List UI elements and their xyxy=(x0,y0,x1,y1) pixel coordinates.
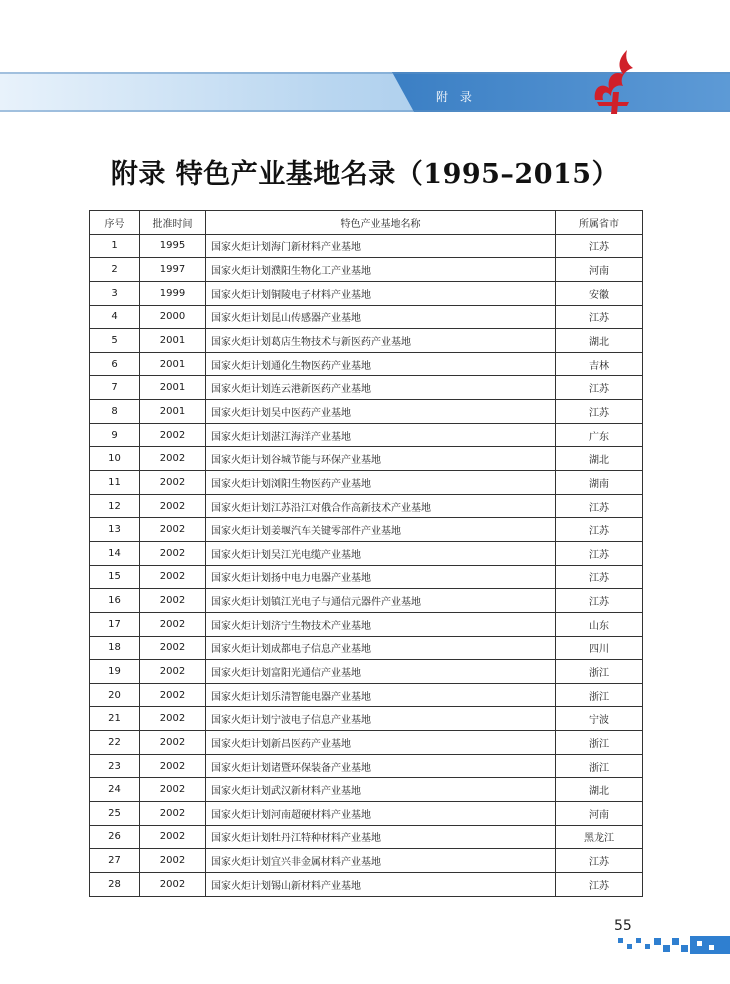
cell-province: 安徽 xyxy=(556,281,643,305)
column-header-approval-year: 批准时间 xyxy=(140,211,206,235)
cell-index: 20 xyxy=(90,683,140,707)
cell-index: 27 xyxy=(90,849,140,873)
cell-province: 江苏 xyxy=(556,305,643,329)
table-row xyxy=(90,281,643,305)
cell-province: 江苏 xyxy=(556,589,643,613)
cell-province: 江苏 xyxy=(556,565,643,589)
cell-province: 江苏 xyxy=(556,494,643,518)
table-row xyxy=(90,802,643,826)
cell-approval-year: 1997 xyxy=(140,258,206,282)
cell-province: 宁波 xyxy=(556,707,643,731)
cell-base-name: 国家火炬计划牡丹江特种材料产业基地 xyxy=(206,825,556,849)
cell-index: 2 xyxy=(90,258,140,282)
cell-index: 18 xyxy=(90,636,140,660)
table-row xyxy=(90,754,643,778)
cell-index: 26 xyxy=(90,825,140,849)
cell-index: 24 xyxy=(90,778,140,802)
table-row xyxy=(90,636,643,660)
cell-approval-year: 2002 xyxy=(140,778,206,802)
cell-province: 黑龙江 xyxy=(556,825,643,849)
table-row xyxy=(90,612,643,636)
cell-index: 10 xyxy=(90,447,140,471)
cell-base-name: 国家火炬计划诸暨环保装备产业基地 xyxy=(206,754,556,778)
cell-province: 江苏 xyxy=(556,234,643,258)
column-header-base-name: 特色产业基地名称 xyxy=(206,211,556,235)
cell-province: 江苏 xyxy=(556,872,643,896)
cell-index: 5 xyxy=(90,329,140,353)
cell-approval-year: 2001 xyxy=(140,376,206,400)
pixel-squares-decoration-icon xyxy=(618,932,730,954)
cell-approval-year: 2002 xyxy=(140,872,206,896)
cell-province: 浙江 xyxy=(556,660,643,684)
cell-approval-year: 2002 xyxy=(140,494,206,518)
cell-approval-year: 2002 xyxy=(140,423,206,447)
cell-base-name: 国家火炬计划镇江光电子与通信元器件产业基地 xyxy=(206,589,556,613)
industry-base-table xyxy=(89,210,643,897)
cell-index: 23 xyxy=(90,754,140,778)
cell-approval-year: 2000 xyxy=(140,305,206,329)
cell-base-name: 国家火炬计划通化生物医药产业基地 xyxy=(206,352,556,376)
cell-approval-year: 2002 xyxy=(140,849,206,873)
cell-province: 湖北 xyxy=(556,778,643,802)
cell-index: 7 xyxy=(90,376,140,400)
cell-index: 9 xyxy=(90,423,140,447)
cell-index: 4 xyxy=(90,305,140,329)
cell-index: 19 xyxy=(90,660,140,684)
cell-index: 21 xyxy=(90,707,140,731)
cell-province: 江苏 xyxy=(556,541,643,565)
cell-province: 河南 xyxy=(556,802,643,826)
cell-base-name: 国家火炬计划濮阳生物化工产业基地 xyxy=(206,258,556,282)
cell-index: 11 xyxy=(90,471,140,495)
cell-index: 8 xyxy=(90,400,140,424)
cell-base-name: 国家火炬计划宜兴非金属材料产业基地 xyxy=(206,849,556,873)
cell-approval-year: 2002 xyxy=(140,731,206,755)
cell-approval-year: 2002 xyxy=(140,707,206,731)
cell-base-name: 国家火炬计划河南超硬材料产业基地 xyxy=(206,802,556,826)
table-row xyxy=(90,660,643,684)
table-row xyxy=(90,471,643,495)
cell-province: 湖南 xyxy=(556,471,643,495)
cell-base-name: 国家火炬计划湛江海洋产业基地 xyxy=(206,423,556,447)
cell-base-name: 国家火炬计划铜陵电子材料产业基地 xyxy=(206,281,556,305)
table-row xyxy=(90,423,643,447)
table-row xyxy=(90,849,643,873)
cell-approval-year: 2001 xyxy=(140,329,206,353)
cell-approval-year: 2002 xyxy=(140,612,206,636)
table-row xyxy=(90,565,643,589)
cell-base-name: 国家火炬计划浏阳生物医药产业基地 xyxy=(206,471,556,495)
cell-index: 28 xyxy=(90,872,140,896)
cell-index: 6 xyxy=(90,352,140,376)
cell-index: 12 xyxy=(90,494,140,518)
cell-base-name: 国家火炬计划新昌医药产业基地 xyxy=(206,731,556,755)
cell-base-name: 国家火炬计划扬中电力电器产业基地 xyxy=(206,565,556,589)
cell-province: 湖北 xyxy=(556,447,643,471)
table-row xyxy=(90,707,643,731)
cell-province: 江苏 xyxy=(556,376,643,400)
cell-approval-year: 2002 xyxy=(140,660,206,684)
column-header-province: 所属省市 xyxy=(556,211,643,235)
cell-base-name: 国家火炬计划乐清智能电器产业基地 xyxy=(206,683,556,707)
section-label: 附 录 xyxy=(436,90,476,104)
cell-approval-year: 2002 xyxy=(140,541,206,565)
cell-approval-year: 2002 xyxy=(140,802,206,826)
cell-approval-year: 2002 xyxy=(140,683,206,707)
cell-province: 浙江 xyxy=(556,683,643,707)
table-row xyxy=(90,305,643,329)
cell-province: 广东 xyxy=(556,423,643,447)
cell-base-name: 国家火炬计划江苏沿江对俄合作高新技术产业基地 xyxy=(206,494,556,518)
table-row xyxy=(90,872,643,896)
cell-province: 江苏 xyxy=(556,518,643,542)
column-header-index: 序号 xyxy=(90,211,140,235)
cell-base-name: 国家火炬计划姜堰汽车关键零部件产业基地 xyxy=(206,518,556,542)
table-row xyxy=(90,352,643,376)
cell-province: 浙江 xyxy=(556,754,643,778)
table-row xyxy=(90,258,643,282)
cell-base-name: 国家火炬计划成都电子信息产业基地 xyxy=(206,636,556,660)
cell-index: 17 xyxy=(90,612,140,636)
cell-base-name: 国家火炬计划宁波电子信息产业基地 xyxy=(206,707,556,731)
cell-index: 13 xyxy=(90,518,140,542)
cell-base-name: 国家火炬计划锡山新材料产业基地 xyxy=(206,872,556,896)
cell-index: 22 xyxy=(90,731,140,755)
table-row xyxy=(90,447,643,471)
cell-approval-year: 2002 xyxy=(140,589,206,613)
cell-approval-year: 1995 xyxy=(140,234,206,258)
cell-base-name: 国家火炬计划吴中医药产业基地 xyxy=(206,400,556,424)
cell-province: 江苏 xyxy=(556,849,643,873)
cell-province: 江苏 xyxy=(556,400,643,424)
cell-province: 浙江 xyxy=(556,731,643,755)
cell-province: 河南 xyxy=(556,258,643,282)
cell-base-name: 国家火炬计划昆山传感器产业基地 xyxy=(206,305,556,329)
cell-base-name: 国家火炬计划葛店生物技术与新医药产业基地 xyxy=(206,329,556,353)
cell-approval-year: 2002 xyxy=(140,471,206,495)
table-row xyxy=(90,494,643,518)
cell-base-name: 国家火炬计划连云港新医药产业基地 xyxy=(206,376,556,400)
table-row xyxy=(90,825,643,849)
cell-index: 25 xyxy=(90,802,140,826)
cell-base-name: 国家火炬计划海门新材料产业基地 xyxy=(206,234,556,258)
cell-province: 湖北 xyxy=(556,329,643,353)
cell-approval-year: 2001 xyxy=(140,400,206,424)
table-row xyxy=(90,683,643,707)
cell-approval-year: 2002 xyxy=(140,825,206,849)
cell-base-name: 国家火炬计划谷城节能与环保产业基地 xyxy=(206,447,556,471)
cell-approval-year: 2002 xyxy=(140,565,206,589)
cell-approval-year: 2002 xyxy=(140,518,206,542)
cell-province: 山东 xyxy=(556,612,643,636)
table-row xyxy=(90,589,643,613)
cell-approval-year: 1999 xyxy=(140,281,206,305)
table-row xyxy=(90,329,643,353)
cell-index: 14 xyxy=(90,541,140,565)
table-row xyxy=(90,731,643,755)
table-header-row xyxy=(90,211,643,235)
page-number: 55 xyxy=(614,918,632,934)
cell-approval-year: 2002 xyxy=(140,636,206,660)
table-row xyxy=(90,778,643,802)
table-row xyxy=(90,518,643,542)
cell-base-name: 国家火炬计划吴江光电缆产业基地 xyxy=(206,541,556,565)
cell-index: 1 xyxy=(90,234,140,258)
cell-approval-year: 2002 xyxy=(140,447,206,471)
cell-index: 15 xyxy=(90,565,140,589)
cell-approval-year: 2002 xyxy=(140,754,206,778)
cell-index: 3 xyxy=(90,281,140,305)
table-row xyxy=(90,400,643,424)
cell-province: 吉林 xyxy=(556,352,643,376)
cell-base-name: 国家火炬计划武汉新材料产业基地 xyxy=(206,778,556,802)
cell-base-name: 国家火炬计划济宁生物技术产业基地 xyxy=(206,612,556,636)
torch-flame-logo-icon xyxy=(583,48,645,116)
page-title: 附录 特色产业基地名录（1995–2015） xyxy=(110,159,620,190)
cell-province: 四川 xyxy=(556,636,643,660)
table-row xyxy=(90,541,643,565)
table-row xyxy=(90,376,643,400)
cell-base-name: 国家火炬计划富阳光通信产业基地 xyxy=(206,660,556,684)
cell-approval-year: 2001 xyxy=(140,352,206,376)
table-row xyxy=(90,234,643,258)
cell-index: 16 xyxy=(90,589,140,613)
